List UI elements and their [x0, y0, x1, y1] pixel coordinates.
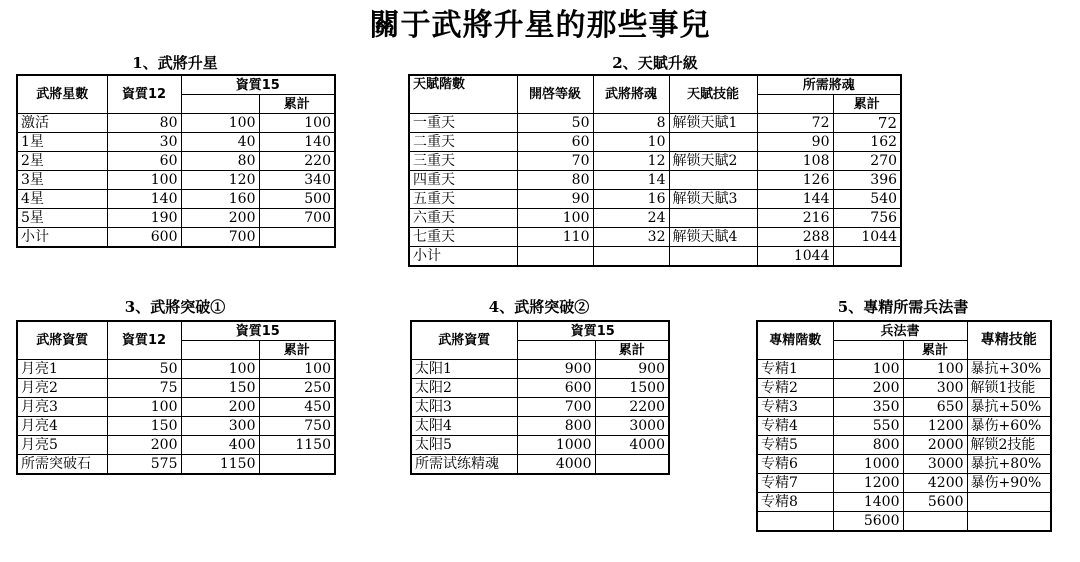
- header-mastery-tier: 專精階數: [757, 321, 833, 360]
- row-label: 四重天: [409, 171, 517, 190]
- row-label: 月亮1: [17, 360, 107, 379]
- table-row: [411, 398, 669, 417]
- cell-q15: 100: [181, 360, 259, 379]
- table-row: [757, 493, 1051, 512]
- cell-cumulative: [833, 247, 901, 267]
- table-row: [17, 152, 335, 171]
- row-label: 小计: [17, 228, 107, 248]
- cell-soul: 32: [593, 228, 669, 247]
- header-cumulative: 累計: [903, 341, 967, 360]
- header-blank: [517, 341, 595, 360]
- row-label: 太阳4: [411, 417, 517, 436]
- table-row-subtotal: [17, 455, 335, 475]
- cell-cumulative: [259, 228, 335, 248]
- header-unlock-level: 開啓等級: [517, 75, 593, 114]
- cell-cumulative: 450: [259, 398, 335, 417]
- cell-q12: 80: [107, 114, 181, 133]
- table-row: [17, 360, 335, 379]
- header-blank: [181, 341, 259, 360]
- cell-q15: 40: [181, 133, 259, 152]
- header-blank: [181, 95, 259, 114]
- row-label: [757, 512, 833, 532]
- table-row-subtotal: [409, 247, 901, 267]
- breakthrough-moon-table: [16, 320, 336, 475]
- cell-cumulative: 540: [833, 190, 901, 209]
- cell-cumulative: 220: [259, 152, 335, 171]
- cell-q15: 300: [181, 417, 259, 436]
- cell-q12: 75: [107, 379, 181, 398]
- cell-cumulative: 756: [833, 209, 901, 228]
- cell-need: 126: [757, 171, 833, 190]
- section-title-talent-upgrade: 2、天賦升級: [612, 54, 698, 72]
- cell-skill: 暴伤+60%: [967, 417, 1051, 436]
- row-label: 2星: [17, 152, 107, 171]
- cell-soul: 16: [593, 190, 669, 209]
- table-row: [411, 379, 669, 398]
- cell-cumulative: 1200: [903, 417, 967, 436]
- breakthrough-moon-rows: [17, 360, 335, 475]
- cell-cumulative: 1500: [595, 379, 669, 398]
- table-row: [17, 133, 335, 152]
- cell-cumulative: 5600: [903, 493, 967, 512]
- cell-cumulative: 4200: [903, 474, 967, 493]
- cell-cumulative: 4000: [595, 436, 669, 455]
- row-label: 七重天: [409, 228, 517, 247]
- cell-books: 1000: [833, 455, 903, 474]
- row-label: 3星: [17, 171, 107, 190]
- cell-q15: 200: [181, 209, 259, 228]
- cell-need: 144: [757, 190, 833, 209]
- table-row: [757, 398, 1051, 417]
- cell-books: 1400: [833, 493, 903, 512]
- table-row: [757, 360, 1051, 379]
- section-title-breakthrough-1: 3、武將突破①: [124, 298, 226, 316]
- cell-cumulative: 3000: [903, 455, 967, 474]
- table-row: [409, 209, 901, 228]
- header-cumulative: 累計: [259, 95, 335, 114]
- row-label: 专精1: [757, 360, 833, 379]
- header-required-soul: 所需將魂: [757, 75, 901, 95]
- cell-cumulative: 340: [259, 171, 335, 190]
- cell-level: 100: [517, 209, 593, 228]
- cell-cumulative: 140: [259, 133, 335, 152]
- cell-cumulative: [903, 512, 967, 532]
- row-label: 所需试练精魂: [411, 455, 517, 475]
- table-row: [17, 379, 335, 398]
- cell-q12: 100: [107, 171, 181, 190]
- cell-skill: [669, 209, 757, 228]
- header-blank: [757, 95, 833, 114]
- cell-books: 200: [833, 379, 903, 398]
- row-label: 专精6: [757, 455, 833, 474]
- cell-skill: [967, 512, 1051, 532]
- cell-skill: 暴抗+80%: [967, 455, 1051, 474]
- cell-level: [517, 247, 593, 267]
- mastery-books-rows: [757, 360, 1051, 532]
- header-talent-skill: 天賦技能: [669, 75, 757, 114]
- table-row: [409, 190, 901, 209]
- row-label: 所需突破石: [17, 455, 107, 475]
- row-label: 月亮2: [17, 379, 107, 398]
- cell-skill: 暴抗+50%: [967, 398, 1051, 417]
- cell-q15: 700: [181, 228, 259, 248]
- cell-skill: [967, 493, 1051, 512]
- star-up-rows: [17, 114, 335, 248]
- row-label: 专精2: [757, 379, 833, 398]
- cell-q15: 800: [517, 417, 595, 436]
- table-row: [411, 360, 669, 379]
- table-row: [757, 455, 1051, 474]
- row-label: 三重天: [409, 152, 517, 171]
- table-row: [17, 114, 335, 133]
- table-row: [757, 436, 1051, 455]
- cell-cumulative: 650: [903, 398, 967, 417]
- table-row: [411, 436, 669, 455]
- table-row-subtotal: [757, 512, 1051, 532]
- cell-skill: 暴伤+90%: [967, 474, 1051, 493]
- cell-q12: 30: [107, 133, 181, 152]
- table-row: [757, 379, 1051, 398]
- table-row: [17, 417, 335, 436]
- row-label: 六重天: [409, 209, 517, 228]
- cell-q15: 100: [181, 114, 259, 133]
- cell-q12: 190: [107, 209, 181, 228]
- row-label: 月亮5: [17, 436, 107, 455]
- row-label: 专精4: [757, 417, 833, 436]
- cell-cumulative: 2000: [903, 436, 967, 455]
- header-quality-12: 資質12: [107, 75, 181, 114]
- row-label: 专精3: [757, 398, 833, 417]
- cell-need: 288: [757, 228, 833, 247]
- cell-q15: 1150: [181, 455, 259, 475]
- cell-books: 5600: [833, 512, 903, 532]
- cell-cumulative: 100: [259, 114, 335, 133]
- cell-cumulative: 100: [259, 360, 335, 379]
- cell-soul: 8: [593, 114, 669, 133]
- table-row: [409, 114, 901, 133]
- cell-q15: 80: [181, 152, 259, 171]
- section-title-breakthrough-2: 4、武將突破②: [488, 298, 590, 316]
- cell-cumulative: [595, 455, 669, 475]
- row-label: 二重天: [409, 133, 517, 152]
- row-label: 5星: [17, 209, 107, 228]
- cell-need: 108: [757, 152, 833, 171]
- table-row: [17, 209, 335, 228]
- cell-cumulative: 900: [595, 360, 669, 379]
- cell-cumulative: 162: [833, 133, 901, 152]
- cell-books: 800: [833, 436, 903, 455]
- cell-q12: 100: [107, 398, 181, 417]
- row-label: 一重天: [409, 114, 517, 133]
- breakthrough-sun-table: [410, 320, 670, 475]
- cell-q12: 150: [107, 417, 181, 436]
- cell-skill: [669, 171, 757, 190]
- cell-skill: 暴抗+30%: [967, 360, 1051, 379]
- row-label: 太阳1: [411, 360, 517, 379]
- header-general-soul: 武將將魂: [593, 75, 669, 114]
- cell-soul: 24: [593, 209, 669, 228]
- header-talent-tier: 天賦階數: [409, 75, 517, 114]
- cell-skill: 解锁天賦4: [669, 228, 757, 247]
- cell-q12: 140: [107, 190, 181, 209]
- cell-need: 72: [757, 114, 833, 133]
- cell-books: 100: [833, 360, 903, 379]
- cell-q15: 200: [181, 398, 259, 417]
- cell-level: 50: [517, 114, 593, 133]
- cell-cumulative: 700: [259, 209, 335, 228]
- row-label: 激活: [17, 114, 107, 133]
- cell-q15: 4000: [517, 455, 595, 475]
- table-row: [409, 152, 901, 171]
- cell-cumulative: 1150: [259, 436, 335, 455]
- row-label: 太阳3: [411, 398, 517, 417]
- cell-skill: 解锁天賦2: [669, 152, 757, 171]
- row-label: 专精5: [757, 436, 833, 455]
- cell-q15: 150: [181, 379, 259, 398]
- cell-q12: 60: [107, 152, 181, 171]
- cell-cumulative: 396: [833, 171, 901, 190]
- row-label: 五重天: [409, 190, 517, 209]
- header-quality-15: 資質15: [181, 75, 335, 95]
- page-title: 關于武將升星的那些事兒: [369, 8, 711, 43]
- header-cumulative: 累計: [833, 95, 901, 114]
- cell-q15: 600: [517, 379, 595, 398]
- header-quality-12: 資質12: [107, 321, 181, 360]
- cell-cumulative: 1044: [833, 228, 901, 247]
- table-row: [409, 228, 901, 247]
- table-row: [17, 190, 335, 209]
- cell-q12: 575: [107, 455, 181, 475]
- cell-skill: [669, 133, 757, 152]
- cell-cumulative: 500: [259, 190, 335, 209]
- header-cumulative: 累計: [259, 341, 335, 360]
- cell-q15: 400: [181, 436, 259, 455]
- header-war-manual: 兵法書: [833, 321, 967, 341]
- cell-cumulative: 270: [833, 152, 901, 171]
- row-label: 1星: [17, 133, 107, 152]
- talent-upgrade-rows: [409, 114, 901, 267]
- cell-q15: 120: [181, 171, 259, 190]
- star-up-table: [16, 74, 336, 248]
- cell-q15: 700: [517, 398, 595, 417]
- cell-books: 350: [833, 398, 903, 417]
- header-mastery-skill: 專精技能: [967, 321, 1051, 360]
- row-label: 4星: [17, 190, 107, 209]
- cell-soul: 10: [593, 133, 669, 152]
- mastery-books-table: [756, 320, 1052, 532]
- cell-cumulative: 72: [833, 114, 901, 133]
- cell-soul: 12: [593, 152, 669, 171]
- cell-q15: 900: [517, 360, 595, 379]
- table-row: [17, 398, 335, 417]
- cell-level: 90: [517, 190, 593, 209]
- cell-skill: 解锁2技能: [967, 436, 1051, 455]
- table-row-subtotal: [411, 455, 669, 475]
- cell-skill: 解锁1技能: [967, 379, 1051, 398]
- row-label: 月亮4: [17, 417, 107, 436]
- cell-q15: 1000: [517, 436, 595, 455]
- cell-level: 70: [517, 152, 593, 171]
- table-row: [17, 436, 335, 455]
- table-row: [409, 133, 901, 152]
- cell-skill: [669, 247, 757, 267]
- cell-q12: 50: [107, 360, 181, 379]
- row-label: 专精8: [757, 493, 833, 512]
- cell-cumulative: 750: [259, 417, 335, 436]
- table-row: [17, 171, 335, 190]
- cell-need: 1044: [757, 247, 833, 267]
- cell-cumulative: 250: [259, 379, 335, 398]
- row-label: 太阳2: [411, 379, 517, 398]
- header-general-quality: 武將資質: [411, 321, 517, 360]
- header-quality-15: 資質15: [517, 321, 669, 341]
- table-row-subtotal: [17, 228, 335, 248]
- row-label: 太阳5: [411, 436, 517, 455]
- cell-soul: [593, 247, 669, 267]
- header-general-quality: 武將資質: [17, 321, 107, 360]
- cell-cumulative: 100: [903, 360, 967, 379]
- cell-cumulative: 300: [903, 379, 967, 398]
- table-row: [409, 171, 901, 190]
- cell-level: 60: [517, 133, 593, 152]
- cell-books: 1200: [833, 474, 903, 493]
- row-label: 月亮3: [17, 398, 107, 417]
- section-title-star-up: 1、武將升星: [132, 54, 218, 72]
- cell-q12: 200: [107, 436, 181, 455]
- cell-books: 550: [833, 417, 903, 436]
- cell-cumulative: 3000: [595, 417, 669, 436]
- cell-q15: 160: [181, 190, 259, 209]
- cell-need: 216: [757, 209, 833, 228]
- section-title-mastery-books: 5、專精所需兵法書: [837, 298, 969, 316]
- talent-upgrade-table: [408, 74, 902, 267]
- cell-cumulative: 2200: [595, 398, 669, 417]
- cell-skill: 解锁天賦1: [669, 114, 757, 133]
- header-blank: [833, 341, 903, 360]
- cell-skill: 解锁天賦3: [669, 190, 757, 209]
- cell-soul: 14: [593, 171, 669, 190]
- cell-need: 90: [757, 133, 833, 152]
- row-label: 专精7: [757, 474, 833, 493]
- cell-level: 80: [517, 171, 593, 190]
- header-quality-15: 資質15: [181, 321, 335, 341]
- table-row: [757, 417, 1051, 436]
- cell-level: 110: [517, 228, 593, 247]
- cell-q12: 600: [107, 228, 181, 248]
- cell-cumulative: [259, 455, 335, 475]
- breakthrough-sun-rows: [411, 360, 669, 475]
- row-label: 小计: [409, 247, 517, 267]
- header-cumulative: 累計: [595, 341, 669, 360]
- header-star-count: 武將星數: [17, 75, 107, 114]
- table-row: [757, 474, 1051, 493]
- table-row: [411, 417, 669, 436]
